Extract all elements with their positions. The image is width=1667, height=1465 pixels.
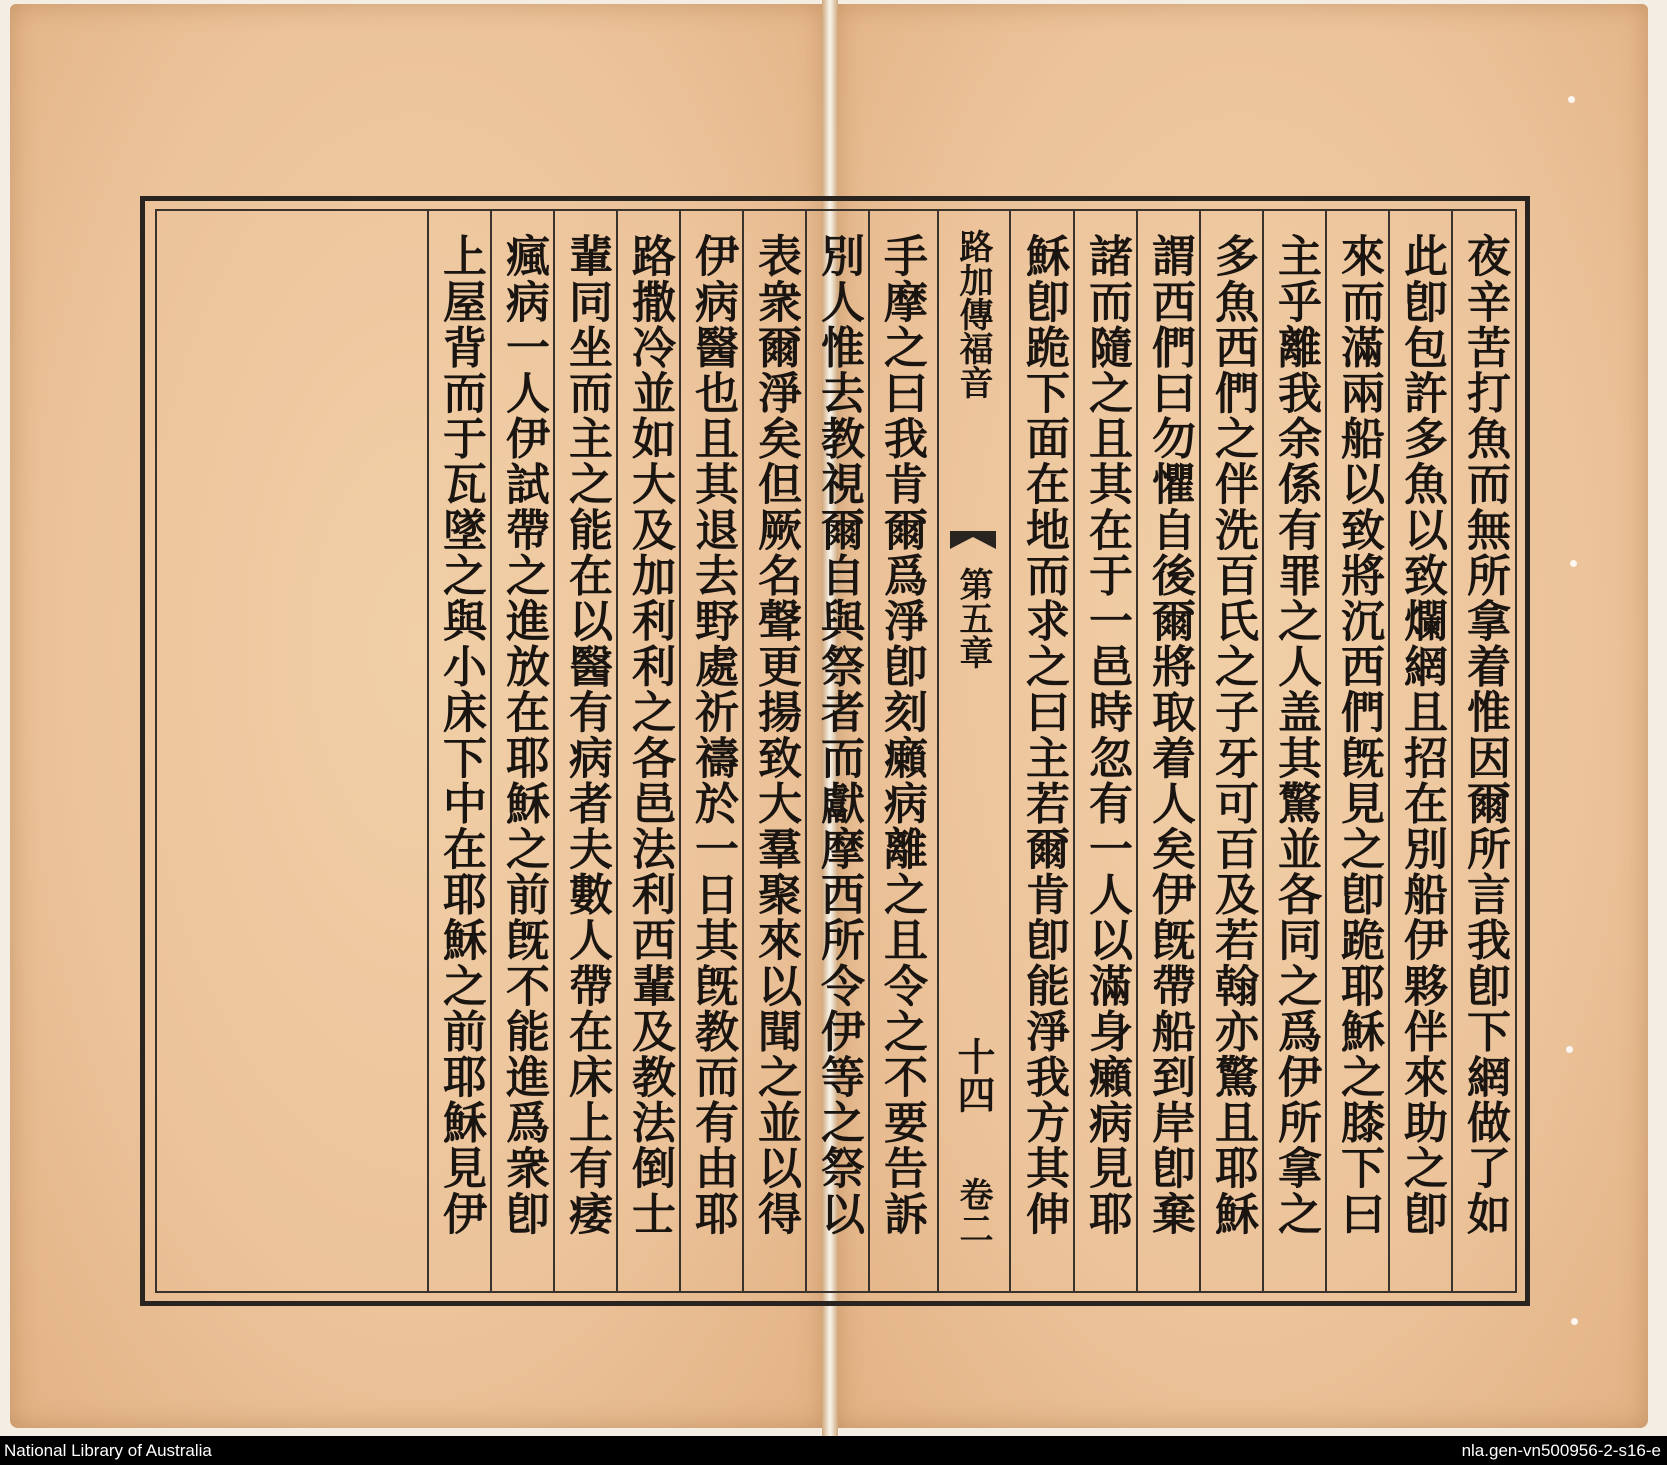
volume-label: 卷二	[953, 1177, 993, 1245]
text-column: 伊病醫也且其退去野處祈禱於一日其旣教而有由耶	[687, 233, 738, 1237]
binding-hole	[1570, 560, 1577, 567]
column-rule	[1388, 211, 1390, 1291]
text-column: 此卽包許多魚以致爛網且招在別船伊夥伴來助之卽	[1396, 233, 1447, 1237]
text-column: 手摩之曰我肯爾爲淨卽刻癩病離之且令之不要告訴	[876, 233, 927, 1237]
text-column: 別人惟去教視爾自與祭者而獻摩西所令伊等之祭以	[813, 233, 864, 1237]
column-rule	[805, 211, 807, 1291]
center-column	[944, 211, 1002, 1291]
column-rule	[1451, 211, 1453, 1291]
footer-institution: National Library of Australia	[4, 1441, 212, 1460]
column-rule	[868, 211, 870, 1291]
text-column: 路撒冷並如大及加利利之各邑法利西輩及教法倒士	[624, 233, 675, 1237]
text-column: 謂西們曰勿懼自後爾將取着人矣伊旣帶船到岸卽棄	[1144, 233, 1195, 1237]
column-rule	[1136, 211, 1138, 1291]
binding-hole	[1568, 96, 1575, 103]
column-rule	[1073, 211, 1075, 1291]
column-rule	[1009, 211, 1011, 1291]
column-rule	[679, 211, 681, 1291]
text-column: 輩同坐而主之能在以醫有病者夫數人帶在床上有痿	[561, 233, 612, 1237]
column-rule	[553, 211, 555, 1291]
binding-hole	[1566, 1046, 1573, 1053]
page-number: 十四	[951, 1037, 996, 1113]
text-column: 表衆爾淨矣但厥名聲更揚致大羣聚來以聞之並以得	[750, 233, 801, 1237]
text-column: 諸而隨之且其在于一邑時忽有一人以滿身癩病見耶	[1081, 233, 1132, 1237]
text-column: 多魚西們之伴洗百氏之子牙可百及若翰亦驚且耶穌	[1207, 233, 1258, 1237]
chapter-label: 第五章	[953, 567, 993, 669]
column-rule	[1325, 211, 1327, 1291]
column-rule	[1262, 211, 1264, 1291]
footer-bar	[0, 1436, 1667, 1465]
text-column: 主乎離我余係有罪之人盖其驚並各同之爲伊所拿之	[1270, 233, 1321, 1237]
column-rule	[616, 211, 618, 1291]
column-rule	[1199, 211, 1201, 1291]
binding-hole	[1571, 1318, 1578, 1325]
footer-identifier: nla.gen-vn500956-2-s16-e	[1461, 1441, 1661, 1460]
column-rule	[742, 211, 744, 1291]
text-column: 穌卽跪下面在地而求之曰主若爾肯卽能淨我方其伸	[1018, 233, 1069, 1237]
column-rule	[427, 211, 429, 1291]
text-column: 上屋背而于瓦墜之與小床下中在耶穌之前耶穌見伊	[435, 233, 486, 1237]
text-column: 瘋病一人伊試帶之進放在耶穌之前旣不能進爲衆卽	[498, 233, 549, 1237]
text-block	[155, 209, 1517, 1293]
text-column: 來而滿兩船以致將沉西們旣見之卽跪耶穌之膝下曰	[1333, 233, 1384, 1237]
text-block-frame	[140, 196, 1530, 1306]
fishtail-mark-icon	[948, 529, 998, 551]
book-title: 路加傳福音	[953, 229, 993, 399]
text-column: 夜辛苦打魚而無所拿着惟因爾所言我卽下網做了如	[1459, 233, 1510, 1237]
column-rule	[490, 211, 492, 1291]
column-rule	[937, 211, 939, 1291]
